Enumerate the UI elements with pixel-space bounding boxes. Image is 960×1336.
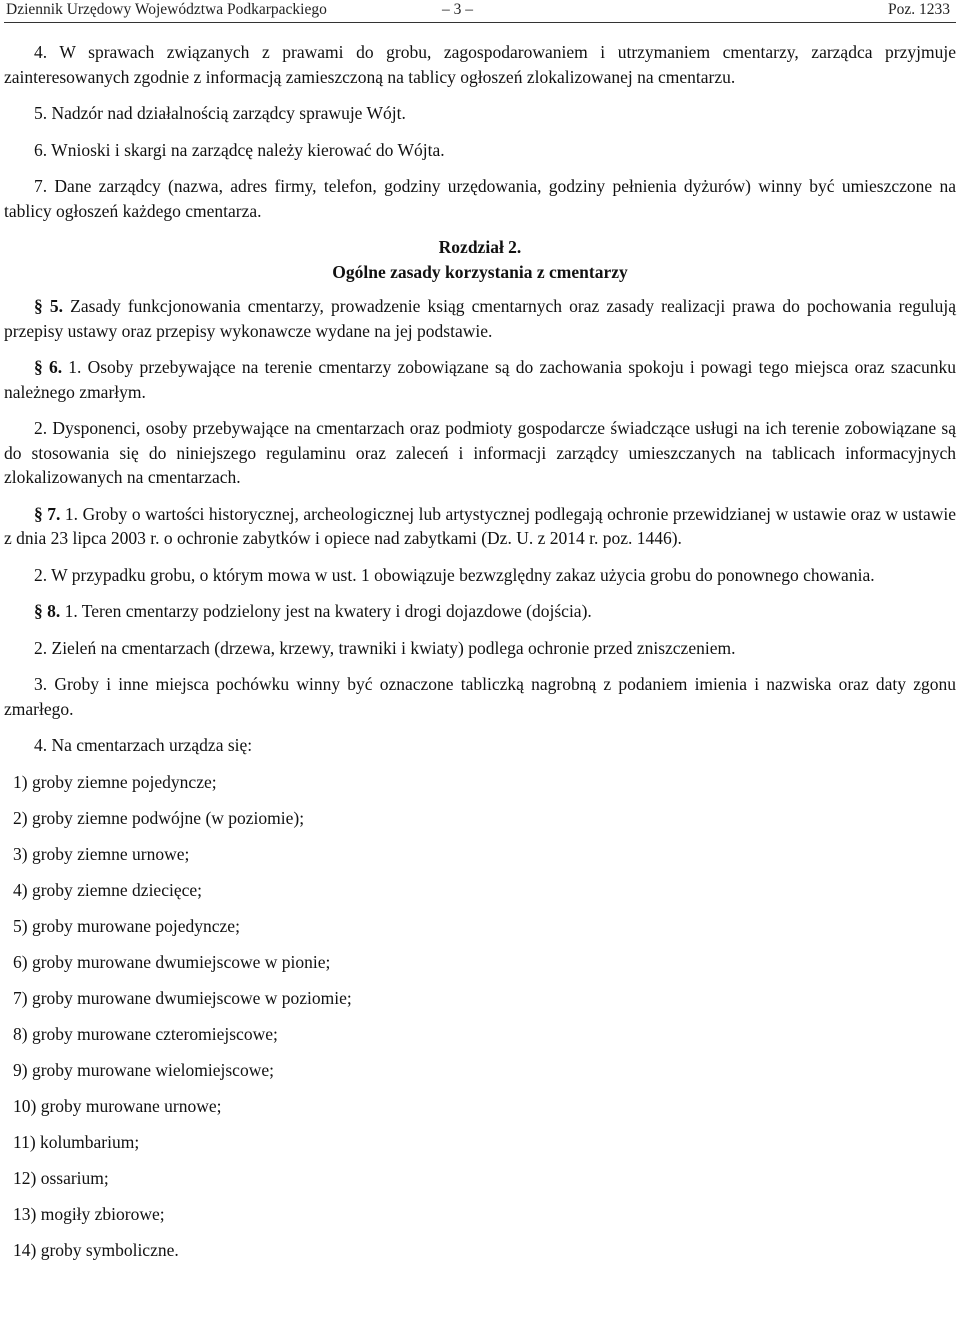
section-8	[4, 599, 956, 624]
section-7	[4, 502, 956, 551]
list-item: 10) groby murowane urnowe;	[13, 1095, 222, 1116]
list-item: 4) groby ziemne dziecięce;	[13, 879, 202, 900]
section-6-point-2: 2. Dysponenci, osoby przebywające na cmentarzach oraz podmioty gospodarcze świadczące usługi na ich terenie zobowiązane są do stosowania się do niniejszego regulaminu oraz zaleceń i informacji zarządcy umieszczanych na tablicach informacyjnych zlokalizowanych na cmentarzach.	[4, 418, 956, 487]
list-item: 6) groby murowane dwumiejscowe w pionie;	[13, 951, 331, 972]
list-item: 7) groby murowane dwumiejscowe w poziomie;	[13, 987, 352, 1008]
list-item: 8) groby murowane czteromiejscowe;	[13, 1023, 278, 1044]
document-body	[4, 40, 956, 1262]
section-6	[4, 355, 956, 404]
chapter-title: Ogólne zasady korzystania z cmentarzy	[332, 261, 628, 282]
position-number: Poz. 1233	[888, 1, 950, 18]
section-8-mark: § 8.	[34, 601, 61, 621]
section-5	[4, 294, 956, 343]
list-item: 12) ossarium;	[13, 1167, 109, 1188]
section-5-text: Zasady funkcjonowania cmentarzy, prowadzenie ksiąg cmentarnych oraz zasady realizacji prawa do pochowania regulują przepisy ustawy oraz przepisy wykonawcze wydane na jej podstawie.	[4, 296, 957, 341]
journal-title: Dziennik Urzędowy Województwa Podkarpackiego	[6, 1, 327, 18]
section-8-point-2: 2. Zieleń na cmentarzach (drzewa, krzewy, trawniki i kwiaty) podlega ochronie przed zniszczeniem.	[34, 637, 736, 658]
list-item: 9) groby murowane wielomiejscowe;	[13, 1059, 274, 1080]
section-7-point-1: 1. Groby o wartości historycznej, archeologicznej lub artystycznej podlegają ochronie przewidzianej w ustawie oraz w ustawie z dnia 23 lipca 2003 r. o ochronie zabytków i opiece nad zabytkami (Dz. U. z 2014 r. poz. 1446).	[4, 503, 956, 548]
section-8-point-4: 4. Na cmentarzach urządza się:	[34, 735, 253, 755]
section-6-point-1: 1. Osoby przebywające na terenie cmentarzy zobowiązane są do zachowania spokoju i powagi tego miejsca oraz szacunku należnego zmarłym.	[4, 357, 957, 402]
page-number: – 3 –	[442, 1, 473, 18]
list-item: 13) mogiły zbiorowe;	[13, 1203, 165, 1224]
page-header	[4, 0, 956, 23]
list-item: 5) groby murowane pojedyncze;	[13, 915, 240, 936]
paragraph-7: 7. Dane zarządcy (nazwa, adres firmy, telefon, godziny urzędowania, godziny pełnienia dyżurów) winny być umieszczone na tablicy ogłoszeń każdego cmentarza.	[4, 176, 956, 221]
section-5-mark: § 5.	[34, 296, 64, 316]
list-item: 11) kolumbarium;	[13, 1131, 140, 1152]
paragraph-4: 4. W sprawach związanych z prawami do grobu, zagospodarowaniem i utrzymaniem cmentarzy, zarządca przyjmuje zainteresowanych zgodnie z informacją zamieszczoną na tablicy ogłoszeń zlokalizowanej na cmentarzu.	[4, 42, 956, 87]
grave-types-list	[4, 770, 956, 1263]
list-item: 1) groby ziemne pojedyncze;	[13, 771, 217, 792]
list-item: 3) groby ziemne urnowe;	[13, 843, 190, 864]
list-item: 2) groby ziemne podwójne (w poziomie);	[13, 807, 305, 828]
section-6-mark: § 6.	[34, 357, 63, 377]
section-7-mark: § 7.	[34, 503, 61, 524]
paragraph-5: 5. Nadzór nad działalnością zarządcy sprawuje Wójt.	[34, 103, 406, 123]
section-8-point-3: 3. Groby i inne miejsca pochówku winny być oznaczone tabliczką nagrobną z podaniem imienia i nazwiska oraz daty zgonu zmarłego.	[4, 674, 956, 719]
paragraph-6: 6. Wnioski i skargi na zarządcę należy kierować do Wójta.	[34, 139, 445, 160]
list-item: 14) groby symboliczne.	[13, 1239, 179, 1260]
section-7-point-2: 2. W przypadku grobu, o którym mowa w ust. 1 obowiązuje bezwzględny zakaz użycia grobu do ponownego chowania.	[34, 564, 875, 585]
section-8-point-1: 1. Teren cmentarzy podzielony jest na kwatery i drogi dojazdowe (dojścia).	[60, 601, 592, 621]
chapter-number: Rozdział 2.	[438, 237, 522, 257]
